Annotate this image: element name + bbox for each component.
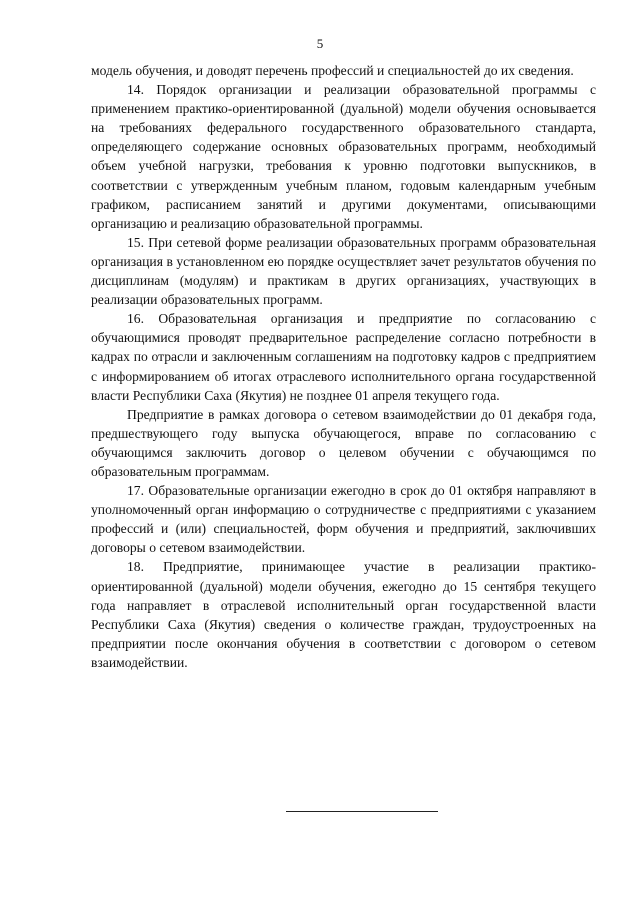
paragraph-item-16-addendum: Предприятие в рамках договора о сетевом взаимодействии до 01 декабря года, предшествующего году выпуска обучающегося, вправе по согласованию с обучающимся заключить договор о целевом обучении с обучающимся по образовательным программам. (91, 406, 596, 479)
paragraph-item-17: 17. Образовательные организации ежегодно в срок до 01 октября направляют в уполномоченный орган информацию о сотрудничестве с предприятиями с указанием профессий и (или) специальностей, форм обучения и предприятий, заключивших договоры о сетевом взаимодействии. (91, 483, 596, 556)
paragraph-item-16: 16. Образовательная организация и предприятие по согласованию с обучающимися проводят предварительное распределение согласно потребности в кадрах по отрасли и заключенным соглашениям на подготовку кадров с предприятием с информированием об итогах отраслевого исполнительного органа государственной власти Республики Саха (Якутия) не позднее 01 апреля текущего года. (91, 311, 596, 403)
page-number: 5 (316, 36, 324, 51)
paragraph-item-18: 18. Предприятие, принимающее участие в реализации практико-ориентированной (дуальной) модели обучения, ежегодно до 15 сентября текущего года направляет в отраслевой исполнительный орган государственной власти Республики Саха (Якутия) сведения о количестве граждан, трудоустроенных на предприятии после окончания обучения в соответствии с договором о сетевом взаимодействии. (91, 559, 596, 670)
paragraph-item-15: 15. При сетевой форме реализации образовательных программ образовательная организация в установленном ею порядке осуществляет зачет результатов обучения по дисциплинам (модулям) и практикам в других организациях, участвующих в реализации образовательных программ. (91, 234, 596, 308)
end-of-document-rule (286, 811, 438, 812)
paragraph-item-14: 14. Порядок организации и реализации образовательной программы с применением практико-ориентированной (дуальной) модели обучения основывается на требованиях федерального государственного образовательного стандарта, определяющего содержание основных образовательных программ, необходимый объем учебной нагрузки, требования к уровню подготовки выпускников, в соответствии с утвержденным учебным планом, годовым календарным учебным графиком, расписанием занятий и другими документами, описывающими организацию и реализацию образовательной программы. (91, 82, 596, 231)
paragraph-continuation: модель обучения, и доводят перечень профессий и специальностей до их сведения. (91, 63, 574, 78)
document-body (91, 61, 596, 672)
